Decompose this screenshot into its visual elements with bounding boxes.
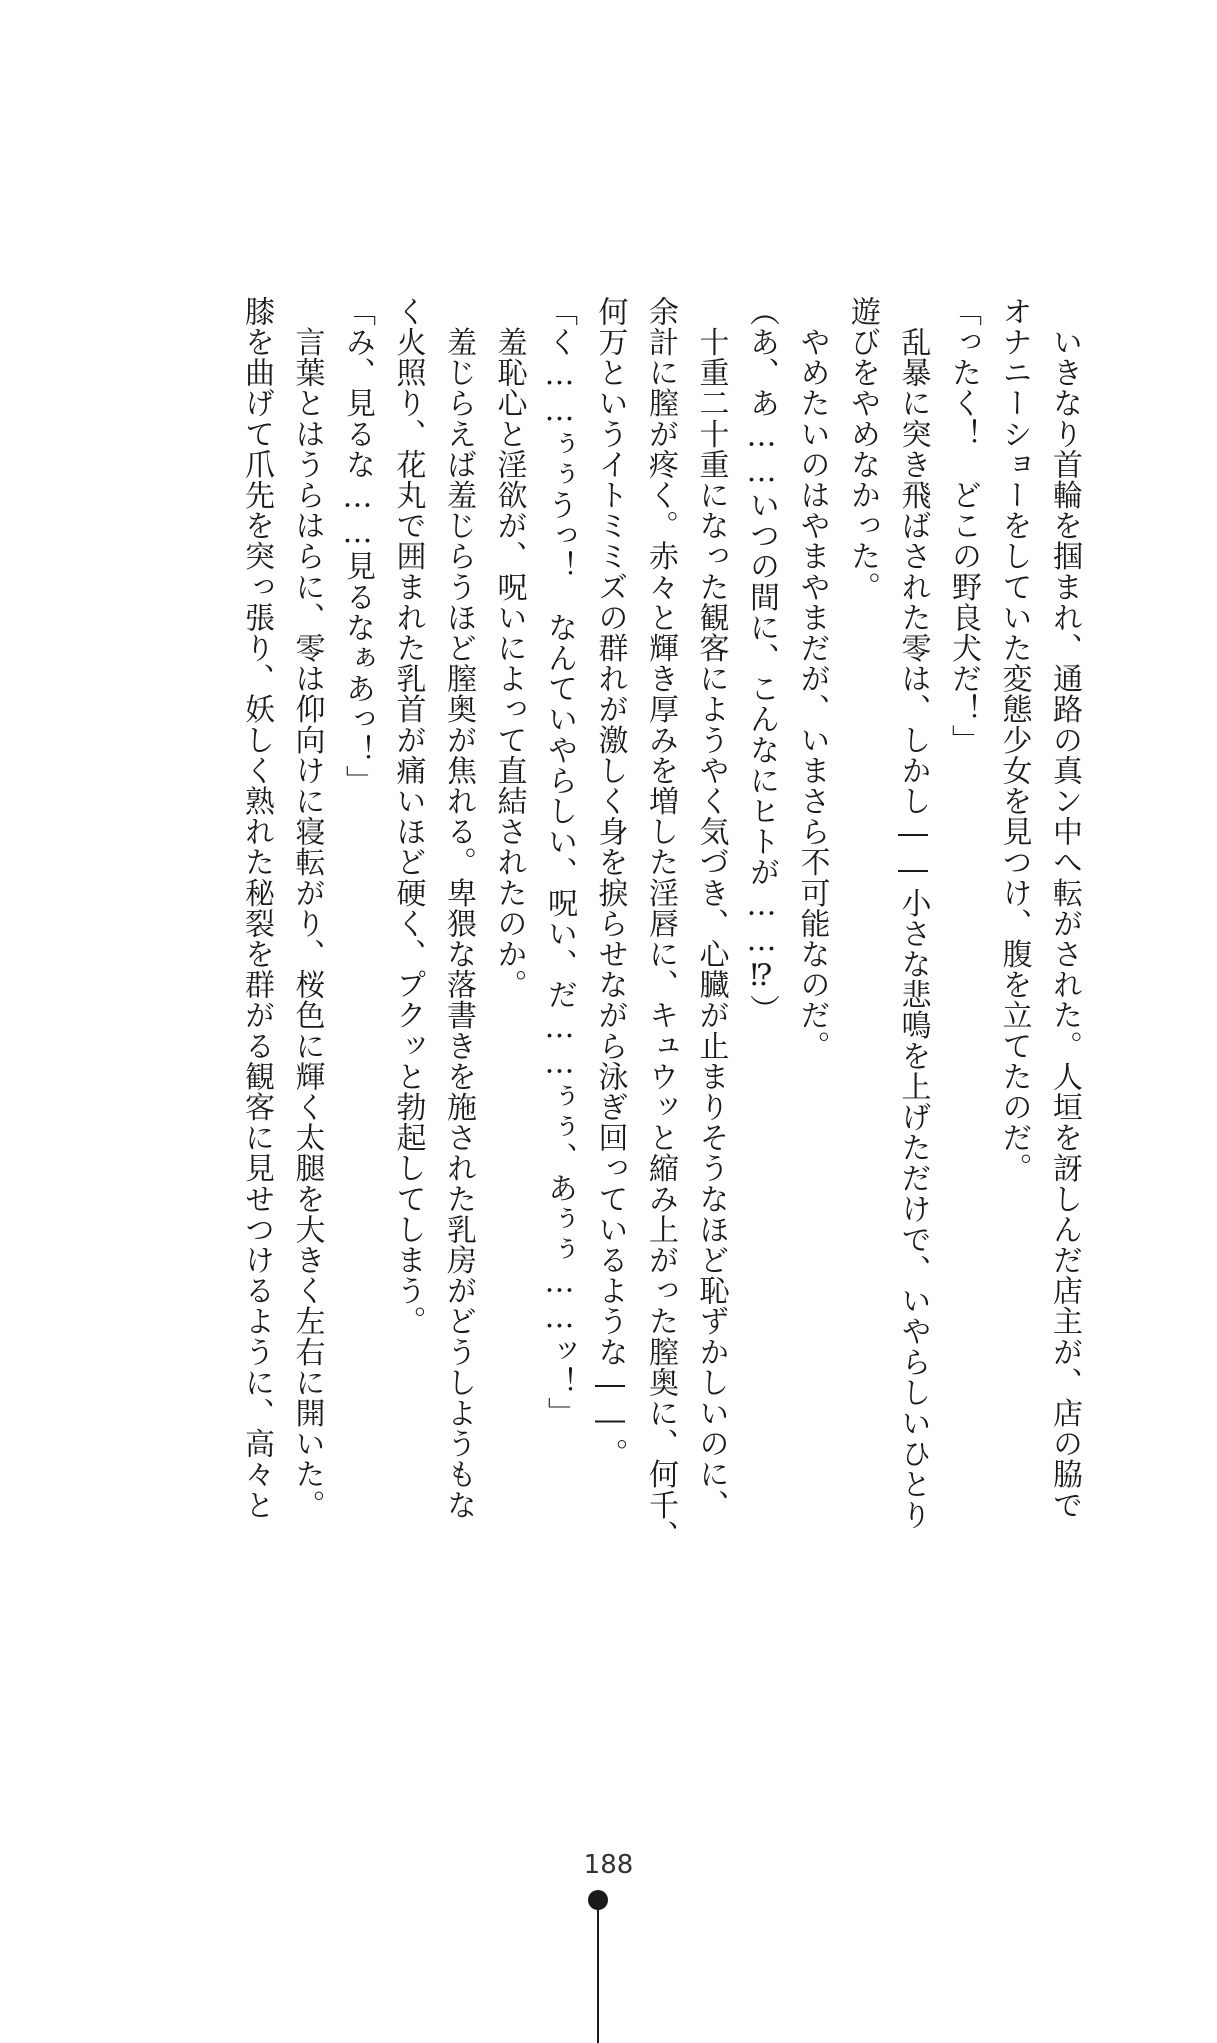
text-line: オナニーショーをしていた変態少女を見つけ、腹を立てたのだ。 — [996, 296, 1032, 1184]
text-line: く火照り、花丸で囲まれた乳首が痛いほど硬く、プクッと勃起してしまう。 — [390, 296, 426, 1337]
text-line: いきなり首輪を掴まれ、通路の真ン中へ転がされた。人垣を訝しんだ店主が、店の脇で — [1047, 296, 1082, 1520]
text-line: 羞じらえば羞じらうほど膣奥が焦れる。卑猥な落書きを施された乳房がどうしようもな — [441, 296, 476, 1520]
page-number: 188 — [583, 1850, 634, 1880]
text-line: 膝を曲げて爪先を突っ張り、妖しく熟れた秘裂を群がる観客に見せつけるように、高々と — [239, 296, 274, 1520]
text-line: （あ、あ……いつの間に、こんなにヒトが……⁉） — [744, 296, 779, 1025]
text-line: 何万というイトミミズの群れが激しく身を捩らせながら泳ぎ回っているような――。 — [592, 296, 628, 1469]
text-line: 「く……ぅぅうっ！ なんていやらしい、呪い、だ……ぅぅ、あぅぅ……ッ！」 — [542, 296, 577, 1428]
text-line: 言葉とはうらはらに、零は仰向けに寝転がり、桜色に輝く太腿を大きく左右に開いた。 — [289, 296, 325, 1520]
body-text — [89, 296, 1089, 1726]
text-line: 余計に膣が疼く。赤々と輝き厚みを増した淫唇に、キュウッと縮み上がった膣奥に、何千、 — [643, 296, 678, 1551]
text-line: 「ったく！ どこの野良犬だ！」 — [946, 296, 981, 755]
text-line: 「み、見るな……見るなぁあっ！」 — [340, 296, 375, 796]
text-line: やめたいのはやまやまだが、いまさら不可能なのだ。 — [794, 296, 830, 1061]
page-marker-line — [597, 1908, 599, 2043]
text-line: 遊びをやめなかった。 — [845, 296, 880, 602]
page-marker-dot — [588, 1890, 608, 1910]
text-line: 乱暴に突き飛ばされた零は、しかし――小さな悲鳴を上げただけで、いやらしいひとり — [895, 296, 931, 1530]
text-line: 羞恥心と淫欲が、呪いによって直結されたのか。 — [491, 296, 527, 1000]
text-line: 十重二十重になった観客にようやく気づき、心臓が止まりそうなほど恥ずかしいのに、 — [693, 296, 729, 1520]
